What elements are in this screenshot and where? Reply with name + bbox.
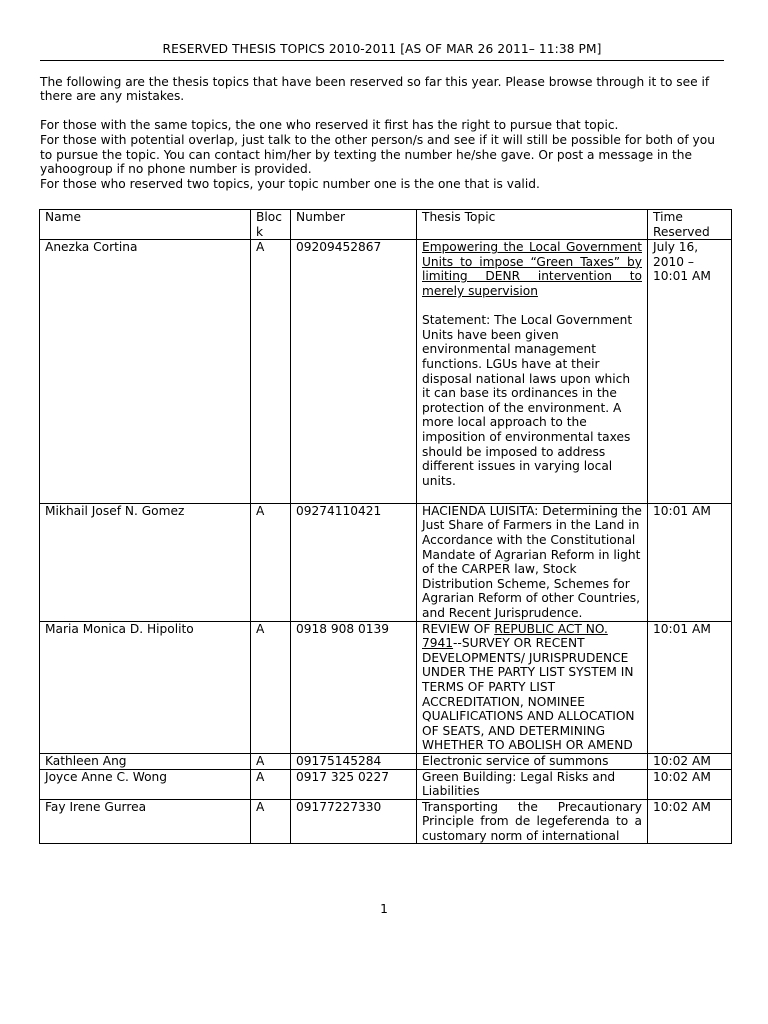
table-row xyxy=(40,769,732,799)
cell-name: Mikhail Josef N. Gomez xyxy=(40,503,251,621)
intro-paragraph: The following are the thesis topics that have been reserved so far this year. Please browse through it to see if there are any mistakes. xyxy=(40,74,710,104)
page-number: 1 xyxy=(380,902,388,916)
cell-time: 10:02 AM xyxy=(648,753,732,769)
document-title: RESERVED THESIS TOPICS 2010-2011 [AS OF MAR 26 2011– 11:38 PM] xyxy=(40,42,724,61)
header-time: Time Reserved xyxy=(648,210,732,240)
cell-number: 09177227330 xyxy=(291,799,417,843)
cell-name: Maria Monica D. Hipolito xyxy=(40,621,251,753)
cell-topic: Green Building: Legal Risks and Liabilities xyxy=(417,769,648,799)
topic-title: Empowering the Local Government Units to impose “Green Taxes” by limiting DENR intervention to merely supervision xyxy=(422,240,642,298)
cell-number: 09209452867 xyxy=(291,240,417,504)
header-number: Number xyxy=(291,210,417,240)
header-name: Name xyxy=(40,210,251,240)
cell-block: A xyxy=(251,753,291,769)
table-row xyxy=(40,503,732,621)
cell-number: 0917 325 0227 xyxy=(291,769,417,799)
cell-name: Joyce Anne C. Wong xyxy=(40,769,251,799)
topic-rest: --SURVEY OR RECENT DEVELOPMENTS/ JURISPRUDENCE UNDER THE PARTY LIST SYSTEM IN TERMS OF PARTY LIST ACCREDITATION, NOMINEE QUALIFICATIONS AND ALLOCATION OF SEATS, AND DETERMINING WHETHER TO ABOLISH OR AMEND xyxy=(422,636,635,753)
topic-text: Transporting the Precautionary Principle from de legeferenda to a customary norm of international xyxy=(422,799,642,843)
cell-name: Fay Irene Gurrea xyxy=(40,799,251,843)
cell-topic: HACIENDA LUISITA: Determining the Just Share of Farmers in the Land in Accordance with the Constitutional Mandate of Agrarian Reform in light of the CARPER law, Stock Distribution Scheme, Schemes for Agrarian Reform of other Countries, and Recent Jurisprudence. xyxy=(417,503,648,621)
cell-topic: Electronic service of summons xyxy=(417,753,648,769)
table-row xyxy=(40,799,732,843)
document-page xyxy=(40,42,724,191)
cell-block: A xyxy=(251,240,291,504)
cell-topic xyxy=(417,799,648,843)
intro-paragraph: For those who reserved two topics, your topic number one is the one that is valid. xyxy=(40,176,540,191)
cell-topic xyxy=(417,240,648,504)
cell-number: 0918 908 0139 xyxy=(291,621,417,753)
intro-paragraph: For those with potential overlap, just talk to the other person/s and see if it will still be possible for both of you to pursue the topic. You can contact him/her by texting the number he/she gave. Or post a message in the yahoogroup if no phone number is provided. xyxy=(40,132,715,177)
table-row xyxy=(40,621,732,753)
republic-act-link[interactable]: REPUBLIC ACT NO. 7941 xyxy=(422,621,608,651)
cell-name: Kathleen Ang xyxy=(40,753,251,769)
cell-number: 09175145284 xyxy=(291,753,417,769)
cell-time: 10:02 AM xyxy=(648,769,732,799)
cell-block: A xyxy=(251,503,291,621)
thesis-topics-table xyxy=(39,209,732,844)
table-header-row xyxy=(40,210,732,240)
cell-block: A xyxy=(251,799,291,843)
cell-time: 10:01 AM xyxy=(648,503,732,621)
cell-name: Anezka Cortina xyxy=(40,240,251,504)
table-row xyxy=(40,753,732,769)
intro-paragraph: For those with the same topics, the one who reserved it first has the right to pursue that topic. xyxy=(40,118,619,133)
header-topic: Thesis Topic xyxy=(417,210,648,240)
cell-time: 10:01 AM xyxy=(648,621,732,753)
topic-statement: Statement: The Local Government Units have been given environmental management functions. LGUs have at their disposal national laws upon which it can base its ordinances in the protection of the environment. A more local approach to the imposition of environmental taxes should be imposed to address different issues in varying local units. xyxy=(422,313,633,488)
cell-topic xyxy=(417,621,648,753)
table-row xyxy=(40,240,732,504)
cell-number: 09274110421 xyxy=(291,503,417,621)
header-block: Bloc k xyxy=(251,210,291,240)
cell-time: July 16, 2010 – 10:01 AM xyxy=(648,240,732,504)
cell-block: A xyxy=(251,621,291,753)
cell-block: A xyxy=(251,769,291,799)
cell-time: 10:02 AM xyxy=(648,799,732,843)
intro-text xyxy=(40,75,724,192)
topic-prefix: REVIEW OF xyxy=(422,621,495,636)
